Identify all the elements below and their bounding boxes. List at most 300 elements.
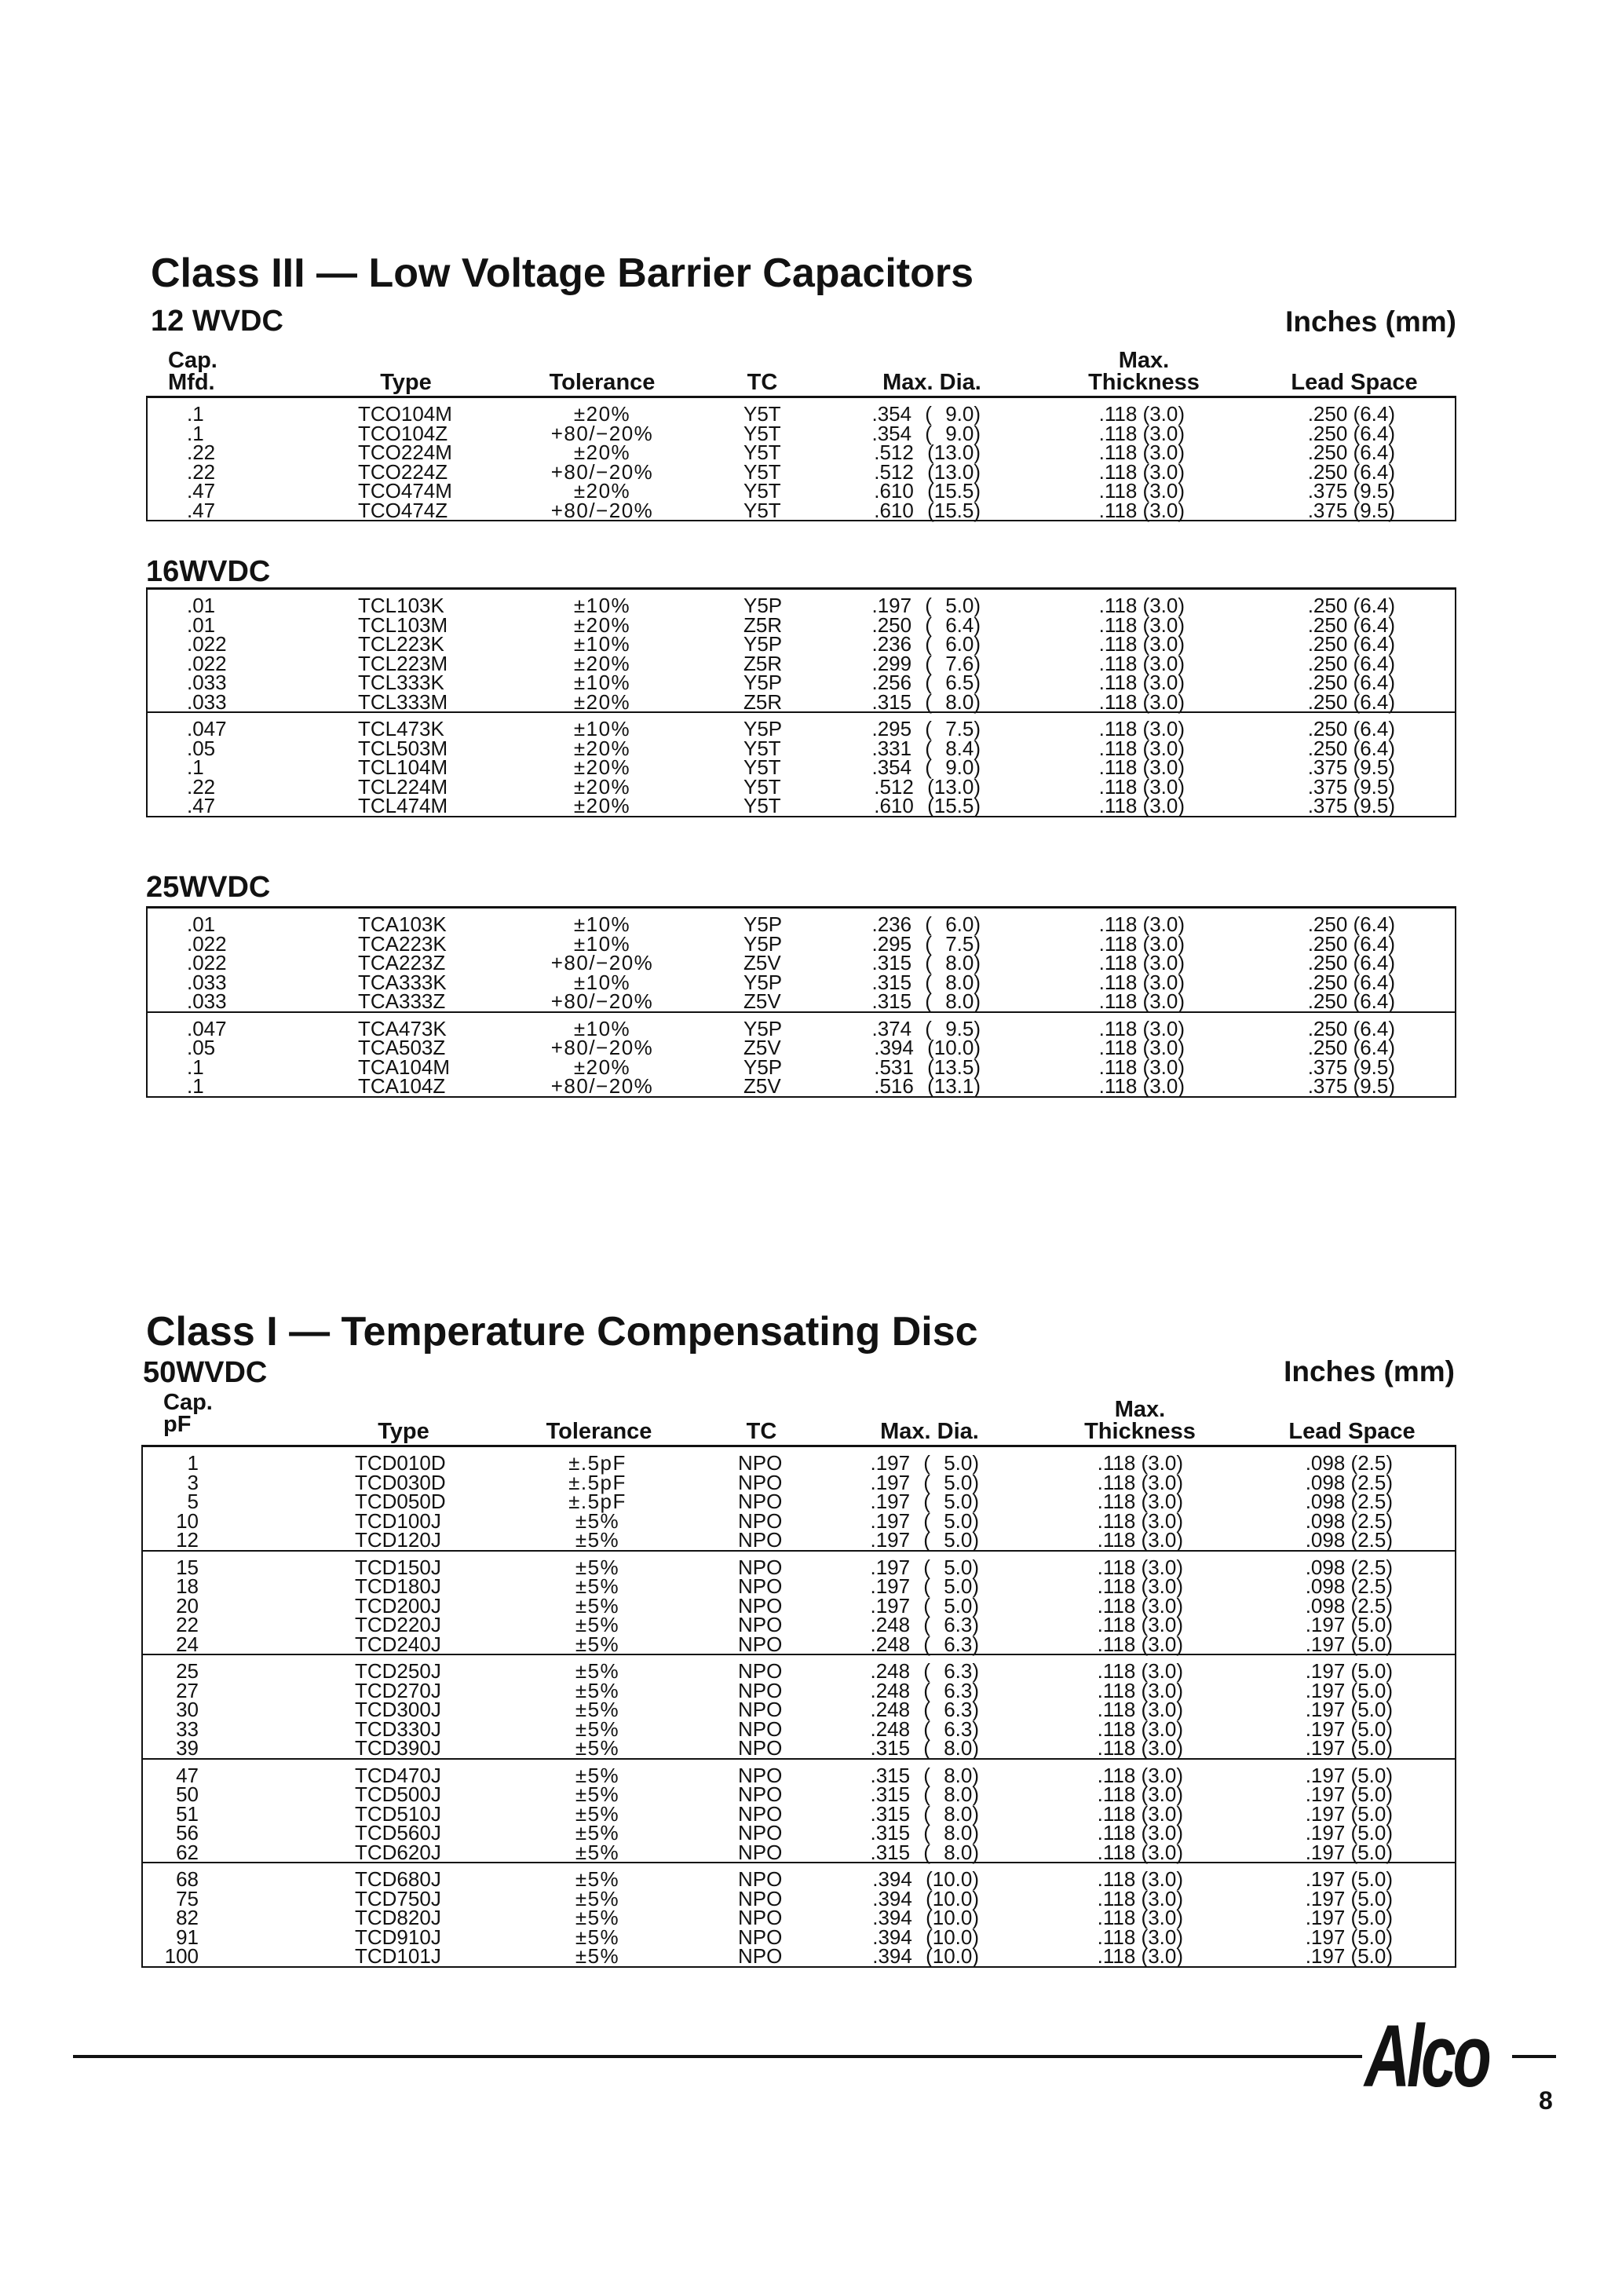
cell-tc: NPO xyxy=(738,1867,783,1891)
cell-type: TCL473K xyxy=(358,717,444,740)
cell-dia: .354 ( 9.0) xyxy=(871,421,981,445)
spec-table-12wvdc xyxy=(146,396,1456,521)
column-header-tc: TC xyxy=(747,370,778,395)
cell-dia: .197 ( 5.0) xyxy=(870,1451,979,1475)
cell-dia: .197 ( 5.0) xyxy=(870,1508,979,1533)
cell-thick: .118 (3.0) xyxy=(1098,671,1185,694)
cell-lead: .250 (6.4) xyxy=(1307,594,1395,617)
cell-tolerance: ±5% xyxy=(575,1555,620,1579)
cell-cap: 91 xyxy=(176,1925,199,1949)
cell-dia: .315 ( 8.0) xyxy=(870,1782,979,1806)
cell-lead: .197 (5.0) xyxy=(1305,1840,1393,1864)
cell-thick: .118 (3.0) xyxy=(1097,1801,1183,1826)
cell-dia: .374 ( 9.5) xyxy=(871,1016,981,1040)
cell-dia: .295 ( 7.5) xyxy=(871,931,981,956)
cell-thick: .118 (3.0) xyxy=(1098,1036,1185,1059)
cell-type: TCA104Z xyxy=(358,1074,446,1098)
table-row xyxy=(143,1678,1455,1702)
cell-cap: .22 xyxy=(187,774,216,799)
cell-lead: .250 (6.4) xyxy=(1307,970,1395,994)
cell-thick: .118 (3.0) xyxy=(1097,1782,1183,1806)
table-row xyxy=(143,1908,1455,1928)
cell-tolerance: ±5% xyxy=(575,1632,620,1656)
cell-type: TCD120J xyxy=(355,1528,441,1552)
cell-thick: .118 (3.0) xyxy=(1097,1736,1183,1760)
cell-lead: .250 (6.4) xyxy=(1307,689,1395,714)
table-row xyxy=(148,673,1455,693)
cell-thick: .118 (3.0) xyxy=(1098,931,1185,956)
cell-tolerance: +80/−20% xyxy=(550,989,654,1013)
cell-cap: .47 xyxy=(187,498,216,522)
cell-thick: .118 (3.0) xyxy=(1097,1528,1183,1552)
cell-thick: .118 (3.0) xyxy=(1097,1925,1183,1949)
cell-tolerance: +80/−20% xyxy=(550,498,654,522)
cell-tolerance: ±5% xyxy=(575,1574,620,1598)
cell-dia: .610 (15.5) xyxy=(874,498,981,522)
table-row xyxy=(143,1801,1455,1826)
table-row xyxy=(143,1763,1455,1787)
cell-dia: .256 ( 6.5) xyxy=(871,671,981,694)
cell-thick: .118 (3.0) xyxy=(1097,1555,1183,1579)
cell-dia: .248 ( 6.3) xyxy=(870,1659,979,1683)
table-row xyxy=(148,404,1455,424)
cell-tc: NPO xyxy=(738,1593,783,1618)
column-header-thickness: Thickness xyxy=(1088,370,1200,395)
cell-tc: NPO xyxy=(738,1763,783,1787)
cell-cap: 18 xyxy=(176,1574,199,1598)
cell-tc: Z5R xyxy=(743,651,783,675)
table-row xyxy=(148,989,1455,1013)
cell-cap: .05 xyxy=(187,736,216,760)
cell-type: TCA333K xyxy=(358,970,447,994)
cell-type: TCD200J xyxy=(355,1593,441,1618)
cell-thick: .118 (3.0) xyxy=(1098,402,1185,426)
cell-lead: .098 (2.5) xyxy=(1305,1528,1393,1552)
table-row xyxy=(148,1055,1455,1079)
row-group xyxy=(148,909,1455,1011)
cell-thick: .118 (3.0) xyxy=(1098,717,1185,740)
cell-dia: .315 ( 8.0) xyxy=(870,1763,979,1787)
cell-tc: Y5P xyxy=(743,970,783,994)
cell-tc: NPO xyxy=(738,1470,783,1494)
cell-thick: .118 (3.0) xyxy=(1098,794,1185,817)
row-group xyxy=(148,711,1455,816)
row-group xyxy=(148,398,1455,520)
cell-cap: 10 xyxy=(176,1508,199,1533)
cell-type: TCD390J xyxy=(355,1736,441,1760)
cell-cap: 27 xyxy=(176,1678,199,1702)
cell-cap: 3 xyxy=(187,1470,199,1494)
cell-lead: .197 (5.0) xyxy=(1305,1659,1393,1683)
cell-cap: 47 xyxy=(176,1763,199,1787)
cell-cap: .022 xyxy=(187,651,227,675)
cell-tc: Y5P xyxy=(743,671,783,694)
cell-tolerance: ±5% xyxy=(575,1698,620,1721)
cell-tc: Y5T xyxy=(743,421,781,445)
cell-lead: .250 (6.4) xyxy=(1307,931,1395,956)
cell-thick: .118 (3.0) xyxy=(1098,951,1185,974)
cell-type: TCD270J xyxy=(355,1678,441,1702)
cell-type: TCD510J xyxy=(355,1801,441,1826)
cell-lead: .375 (9.5) xyxy=(1307,1055,1395,1079)
cell-dia: .315 ( 8.0) xyxy=(871,970,981,994)
cell-tc: Y5T xyxy=(743,402,781,426)
table-row xyxy=(143,1717,1455,1741)
cell-tolerance: ±5% xyxy=(575,1659,620,1683)
cell-tc: Y5T xyxy=(743,459,781,484)
cell-lead: .250 (6.4) xyxy=(1307,651,1395,675)
row-group xyxy=(143,1447,1455,1550)
cell-lead: .197 (5.0) xyxy=(1305,1613,1393,1636)
column-header-tolerance: Tolerance xyxy=(546,1419,652,1444)
column-header-thickness-top: Max. xyxy=(1118,348,1170,373)
row-group xyxy=(148,590,1455,714)
table-row xyxy=(148,596,1455,616)
cell-lead: .197 (5.0) xyxy=(1305,1821,1393,1844)
cell-lead: .197 (5.0) xyxy=(1305,1678,1393,1702)
table-row xyxy=(143,1453,1455,1473)
cell-dia: .354 ( 9.0) xyxy=(871,402,981,426)
cell-type: TCL333K xyxy=(358,671,444,694)
cell-tolerance: +80/−20% xyxy=(550,1036,654,1059)
cell-thick: .118 (3.0) xyxy=(1098,459,1185,484)
units-label: Inches (mm) xyxy=(1285,305,1456,338)
cell-type: TCA223Z xyxy=(358,951,446,974)
page-number: 8 xyxy=(1539,2086,1553,2115)
table-row xyxy=(148,1016,1455,1040)
cell-dia: .248 ( 6.3) xyxy=(870,1698,979,1721)
table-row xyxy=(143,1632,1455,1656)
cell-thick: .118 (3.0) xyxy=(1097,1451,1183,1475)
cell-thick: .118 (3.0) xyxy=(1097,1508,1183,1533)
cell-tc: Z5V xyxy=(743,951,781,974)
cell-lead: .098 (2.5) xyxy=(1305,1490,1393,1513)
cell-dia: .394 (10.0) xyxy=(872,1906,979,1929)
column-header-lead-space: Lead Space xyxy=(1288,1419,1416,1444)
cell-lead: .098 (2.5) xyxy=(1305,1593,1393,1618)
cell-thick: .118 (3.0) xyxy=(1097,1593,1183,1618)
cell-dia: .236 ( 6.0) xyxy=(871,632,981,656)
cell-cap: 68 xyxy=(176,1867,199,1891)
cell-dia: .394 (10.0) xyxy=(872,1886,979,1910)
cell-tc: Z5V xyxy=(743,1074,781,1098)
cell-thick: .118 (3.0) xyxy=(1098,912,1185,936)
cell-tc: NPO xyxy=(738,1821,783,1844)
cell-dia: .531 (13.5) xyxy=(874,1055,981,1079)
cell-cap: .047 xyxy=(187,1016,227,1040)
footer-rule xyxy=(73,2055,1362,2058)
table-row xyxy=(143,1492,1455,1512)
cell-tc: NPO xyxy=(738,1886,783,1910)
cell-type: TCD470J xyxy=(355,1763,441,1787)
cell-cap: .047 xyxy=(187,717,227,740)
cell-tc: Y5P xyxy=(743,912,783,936)
table-row xyxy=(143,1867,1455,1891)
cell-type: TCD820J xyxy=(355,1906,441,1929)
cell-thick: .118 (3.0) xyxy=(1098,989,1185,1013)
spec-table-16wvdc xyxy=(146,587,1456,817)
column-header-thickness: Thickness xyxy=(1084,1419,1196,1444)
cell-thick: .118 (3.0) xyxy=(1098,774,1185,799)
cell-tolerance: +80/−20% xyxy=(550,459,654,484)
cell-tolerance: ±.5pF xyxy=(568,1451,627,1475)
cell-lead: .197 (5.0) xyxy=(1305,1736,1393,1760)
cell-tolerance: ±5% xyxy=(575,1944,620,1968)
cell-tolerance: ±20% xyxy=(573,794,631,817)
cell-thick: .118 (3.0) xyxy=(1097,1821,1183,1844)
cell-cap: .1 xyxy=(187,421,204,445)
table-row xyxy=(143,1782,1455,1806)
cell-lead: .375 (9.5) xyxy=(1307,479,1395,503)
cell-tolerance: ±20% xyxy=(573,774,631,799)
cell-dia: .516 (13.1) xyxy=(874,1074,981,1098)
cell-tolerance: ±10% xyxy=(573,970,631,994)
table-row xyxy=(148,459,1455,484)
cell-tolerance: ±20% xyxy=(573,736,631,760)
cell-lead: .197 (5.0) xyxy=(1305,1867,1393,1891)
cell-tc: Y5T xyxy=(743,498,781,522)
cell-tc: NPO xyxy=(738,1840,783,1864)
cell-dia: .315 ( 8.0) xyxy=(870,1801,979,1826)
cell-dia: .248 ( 6.3) xyxy=(870,1717,979,1741)
table-row xyxy=(148,1074,1455,1098)
cell-dia: .197 ( 5.0) xyxy=(870,1470,979,1494)
cell-type: TCD250J xyxy=(355,1659,441,1683)
cell-type: TCD150J xyxy=(355,1555,441,1579)
table-row xyxy=(143,1823,1455,1843)
cell-dia: .315 ( 8.0) xyxy=(870,1840,979,1864)
cell-lead: .098 (2.5) xyxy=(1305,1574,1393,1598)
cell-thick: .118 (3.0) xyxy=(1098,970,1185,994)
cell-type: TCD620J xyxy=(355,1840,441,1864)
cell-tolerance: ±5% xyxy=(575,1867,620,1891)
cell-tolerance: ±10% xyxy=(573,632,631,656)
cell-lead: .375 (9.5) xyxy=(1307,774,1395,799)
table-row xyxy=(148,774,1455,799)
column-header-tc: TC xyxy=(746,1419,777,1444)
cell-thick: .118 (3.0) xyxy=(1098,612,1185,637)
cell-tc: Y5P xyxy=(743,717,783,740)
cell-type: TCD050D xyxy=(355,1490,446,1513)
column-header-lead-space: Lead Space xyxy=(1291,370,1418,395)
row-group xyxy=(143,1654,1455,1758)
cell-thick: .118 (3.0) xyxy=(1098,421,1185,445)
cell-type: TCA104M xyxy=(358,1055,451,1079)
cell-tolerance: +80/−20% xyxy=(550,951,654,974)
cell-lead: .197 (5.0) xyxy=(1305,1925,1393,1949)
cell-lead: .197 (5.0) xyxy=(1305,1801,1393,1826)
cell-tolerance: ±10% xyxy=(573,912,631,936)
section-title-class-iii: Class III — Low Voltage Barrier Capacitors xyxy=(151,250,974,296)
cell-tolerance: +80/−20% xyxy=(550,421,654,445)
cell-tolerance: ±10% xyxy=(573,594,631,617)
cell-thick: .118 (3.0) xyxy=(1097,1632,1183,1656)
cell-dia: .331 ( 8.4) xyxy=(871,736,981,760)
cell-lead: .250 (6.4) xyxy=(1307,441,1395,464)
cell-dia: .197 ( 5.0) xyxy=(870,1490,979,1513)
cell-tc: Y5T xyxy=(743,736,781,760)
cell-type: TCL474M xyxy=(358,794,448,817)
cell-cap: .05 xyxy=(187,1036,216,1059)
cell-type: TCD101J xyxy=(355,1944,441,1968)
cell-tc: NPO xyxy=(738,1574,783,1598)
table-row xyxy=(148,612,1455,637)
cell-cap: 24 xyxy=(176,1632,199,1656)
cell-tolerance: ±20% xyxy=(573,689,631,714)
cell-cap: .47 xyxy=(187,794,216,817)
cell-type: TCD910J xyxy=(355,1925,441,1949)
cell-dia: .610 (15.5) xyxy=(874,479,981,503)
cell-cap: .22 xyxy=(187,459,216,484)
cell-tc: NPO xyxy=(738,1632,783,1656)
table-row xyxy=(143,1886,1455,1910)
cell-type: TCD240J xyxy=(355,1632,441,1656)
column-header-thickness-top: Max. xyxy=(1114,1397,1166,1422)
table-row xyxy=(148,953,1455,973)
cell-type: TCD560J xyxy=(355,1821,441,1844)
cell-tolerance: ±5% xyxy=(575,1821,620,1844)
cell-tc: NPO xyxy=(738,1782,783,1806)
cell-cap: 5 xyxy=(187,1490,199,1513)
cell-type: TCO224M xyxy=(358,441,452,464)
cell-tc: Y5P xyxy=(743,1016,783,1040)
cell-tolerance: ±5% xyxy=(575,1528,620,1552)
cell-cap: .022 xyxy=(187,951,227,974)
column-header-tolerance: Tolerance xyxy=(549,370,656,395)
cell-lead: .250 (6.4) xyxy=(1307,912,1395,936)
cell-type: TCA223K xyxy=(358,931,447,956)
cell-dia: .512 (13.0) xyxy=(874,774,981,799)
cell-dia: .197 ( 5.0) xyxy=(870,1555,979,1579)
table-row xyxy=(143,1840,1455,1864)
cell-cap: .22 xyxy=(187,441,216,464)
cell-type: TCA503Z xyxy=(358,1036,446,1059)
cell-type: TCD100J xyxy=(355,1508,441,1533)
cell-tc: NPO xyxy=(738,1944,783,1968)
cell-thick: .118 (3.0) xyxy=(1098,1074,1185,1098)
cell-type: TCL223M xyxy=(358,651,448,675)
cell-dia: .394 (10.0) xyxy=(874,1036,981,1059)
cell-type: TCO474M xyxy=(358,479,452,503)
column-header-cap-unit: pF xyxy=(163,1412,192,1437)
cell-thick: .118 (3.0) xyxy=(1097,1886,1183,1910)
cell-type: TCD300J xyxy=(355,1698,441,1721)
cell-cap: .033 xyxy=(187,689,227,714)
table-row xyxy=(148,736,1455,760)
table-row xyxy=(148,689,1455,714)
cell-tolerance: ±20% xyxy=(573,479,631,503)
cell-dia: .236 ( 6.0) xyxy=(871,912,981,936)
cell-cap: .1 xyxy=(187,1074,204,1098)
cell-cap: 82 xyxy=(176,1906,199,1929)
cell-thick: .118 (3.0) xyxy=(1097,1678,1183,1702)
cell-tc: Z5V xyxy=(743,989,781,1013)
cell-thick: .118 (3.0) xyxy=(1098,498,1185,522)
cell-tolerance: ±5% xyxy=(575,1886,620,1910)
cell-dia: .512 (13.0) xyxy=(874,459,981,484)
cell-type: TCL224M xyxy=(358,774,448,799)
table-row xyxy=(143,1615,1455,1635)
cell-dia: .250 ( 6.4) xyxy=(871,612,981,637)
cell-type: TCA333Z xyxy=(358,989,446,1013)
cell-thick: .118 (3.0) xyxy=(1097,1717,1183,1741)
table-row xyxy=(143,1530,1455,1550)
column-header-cap: Cap. xyxy=(168,348,217,373)
cell-dia: .197 ( 5.0) xyxy=(870,1528,979,1552)
cell-lead: .197 (5.0) xyxy=(1305,1717,1393,1741)
cell-tc: NPO xyxy=(738,1659,783,1683)
cell-cap: .47 xyxy=(187,479,216,503)
cell-lead: .098 (2.5) xyxy=(1305,1555,1393,1579)
cell-thick: .118 (3.0) xyxy=(1098,594,1185,617)
cell-tolerance: ±5% xyxy=(575,1717,620,1741)
cell-tc: Y5T xyxy=(743,755,781,779)
cell-tolerance: ±10% xyxy=(573,671,631,694)
row-group xyxy=(143,1758,1455,1863)
voltage-label-25wvdc: 25WVDC xyxy=(146,871,271,904)
cell-tc: Y5T xyxy=(743,774,781,799)
cell-thick: .118 (3.0) xyxy=(1098,1016,1185,1040)
cell-thick: .118 (3.0) xyxy=(1098,441,1185,464)
cell-tc: NPO xyxy=(738,1717,783,1741)
cell-dia: .299 ( 7.6) xyxy=(871,651,981,675)
table-row xyxy=(143,1700,1455,1720)
cell-tolerance: ±5% xyxy=(575,1801,620,1826)
cell-thick: .118 (3.0) xyxy=(1098,1055,1185,1079)
cell-cap: .033 xyxy=(187,671,227,694)
column-header-type: Type xyxy=(380,370,432,395)
table-row xyxy=(148,1038,1455,1058)
cell-lead: .375 (9.5) xyxy=(1307,755,1395,779)
cell-lead: .197 (5.0) xyxy=(1305,1886,1393,1910)
table-row xyxy=(148,931,1455,956)
cell-dia: .394 (10.0) xyxy=(872,1944,979,1968)
row-group xyxy=(148,1011,1455,1096)
cell-lead: .250 (6.4) xyxy=(1307,421,1395,445)
cell-tolerance: ±5% xyxy=(575,1736,620,1760)
cell-lead: .098 (2.5) xyxy=(1305,1451,1393,1475)
cell-tc: NPO xyxy=(738,1925,783,1949)
table-row xyxy=(148,970,1455,994)
column-header-max-dia: Max. Dia. xyxy=(880,1419,979,1444)
cell-tc: Z5V xyxy=(743,1036,781,1059)
cell-tc: NPO xyxy=(738,1508,783,1533)
cell-thick: .118 (3.0) xyxy=(1098,632,1185,656)
cell-tc: Y5T xyxy=(743,794,781,817)
cell-tc: NPO xyxy=(738,1906,783,1929)
cell-dia: .512 (13.0) xyxy=(874,441,981,464)
cell-cap: 62 xyxy=(176,1840,199,1864)
cell-tolerance: ±5% xyxy=(575,1782,620,1806)
row-group xyxy=(143,1550,1455,1654)
cell-type: TCO104M xyxy=(358,402,452,426)
cell-tc: Z5R xyxy=(743,612,783,637)
cell-lead: .197 (5.0) xyxy=(1305,1698,1393,1721)
cell-cap: 100 xyxy=(164,1944,199,1968)
cell-tc: NPO xyxy=(738,1698,783,1721)
spec-table-25wvdc xyxy=(146,906,1456,1098)
cell-lead: .197 (5.0) xyxy=(1305,1782,1393,1806)
cell-cap: .01 xyxy=(187,612,216,637)
cell-type: TCO224Z xyxy=(358,459,448,484)
cell-tolerance: ±5% xyxy=(575,1906,620,1929)
cell-thick: .118 (3.0) xyxy=(1097,1698,1183,1721)
cell-thick: .118 (3.0) xyxy=(1098,479,1185,503)
cell-cap: .033 xyxy=(187,989,227,1013)
cell-dia: .315 ( 8.0) xyxy=(871,989,981,1013)
units-label: Inches (mm) xyxy=(1284,1355,1455,1387)
table-row xyxy=(148,651,1455,675)
